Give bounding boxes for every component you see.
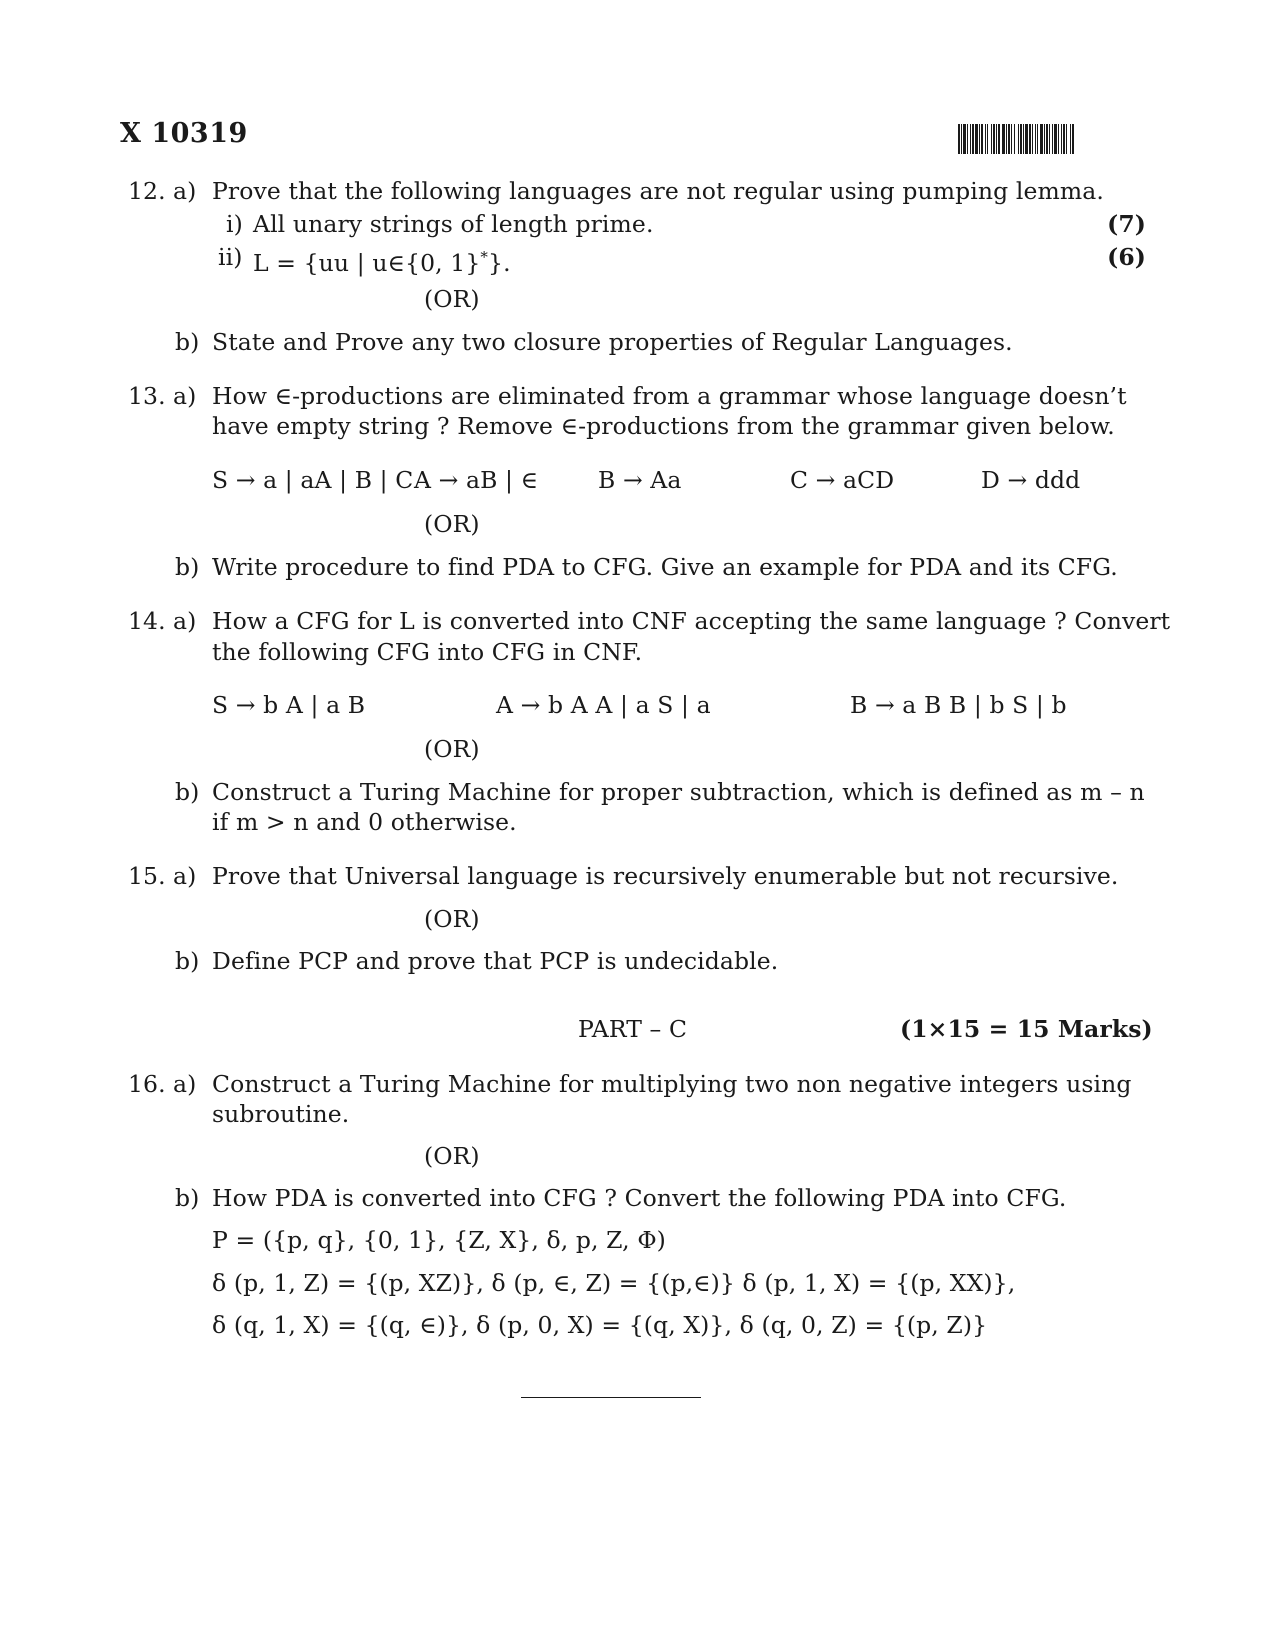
barcode-bar: [1025, 124, 1028, 154]
question-text: How ∈-productions are eliminated from a grammar whose language doesn’t: [212, 382, 1127, 410]
barcode-bar: [1061, 124, 1062, 154]
barcode-bar: [1052, 124, 1053, 154]
barcode-bar: [1058, 124, 1059, 154]
question-text: How a CFG for L is converted into CNF accepting the same language ? Convert: [212, 607, 1171, 635]
barcode-bar: [1029, 124, 1031, 154]
grammar-rule: A → b A A | a S | a: [496, 691, 711, 719]
pda-transitions: δ (q, 1, X) = {(q, ∈)}, δ (p, 0, X) = {(q, X)}, δ (q, 0, Z) = {(p, Z)}: [212, 1311, 988, 1339]
barcode-bar: [1066, 124, 1067, 154]
or-separator: (OR): [424, 1142, 480, 1170]
barcode-bar: [1063, 124, 1065, 154]
or-separator: (OR): [424, 285, 480, 313]
kleene-star: *: [480, 248, 489, 266]
grammar-rule: D → ddd: [981, 466, 1081, 494]
barcode-bar: [970, 124, 971, 154]
question-number: 16.: [128, 1070, 166, 1098]
question-text: Define PCP and prove that PCP is undecidable.: [212, 947, 779, 975]
part-label: b): [175, 947, 200, 975]
question-text: if m > n and 0 otherwise.: [212, 808, 517, 836]
question-text: How PDA is converted into CFG ? Convert the following PDA into CFG.: [212, 1184, 1067, 1212]
part-label: b): [175, 778, 200, 806]
sub-part-label: ii): [218, 243, 243, 271]
question-text: Prove that the following languages are not regular using pumping lemma.: [212, 177, 1104, 205]
barcode-bar: [972, 124, 974, 154]
question-text: State and Prove any two closure properties of Regular Languages.: [212, 328, 1013, 356]
part-label: b): [175, 328, 200, 356]
part-label: a): [173, 177, 197, 205]
part-label: b): [175, 1184, 200, 1212]
barcode-bar: [1040, 124, 1043, 154]
barcode-bar: [1046, 124, 1048, 154]
barcode-bar: [967, 124, 968, 154]
sub-part-text: All unary strings of length prime.: [253, 210, 654, 238]
question-text: the following CFG into CFG in CNF.: [212, 638, 643, 666]
sub-part-label: i): [226, 210, 243, 238]
barcode-bar: [1018, 124, 1019, 154]
part-label: a): [173, 1070, 197, 1098]
or-separator: (OR): [424, 905, 480, 933]
question-text: Construct a Turing Machine for multiplying two non negative integers using: [212, 1070, 1132, 1098]
barcode-bar: [1072, 124, 1074, 154]
end-rule: [521, 1397, 701, 1398]
barcode-bar: [987, 124, 988, 154]
question-text: Prove that Universal language is recursively enumerable but not recursive.: [212, 862, 1119, 890]
or-separator: (OR): [424, 510, 480, 538]
barcode: [958, 124, 1146, 154]
barcode-bar: [993, 124, 995, 154]
question-text: subroutine.: [212, 1100, 350, 1128]
part-label: a): [173, 607, 197, 635]
barcode-bar: [1049, 124, 1050, 154]
grammar-rule: A → aB | ∈: [414, 466, 539, 494]
barcode-bar: [1070, 124, 1071, 154]
barcode-bar: [1023, 124, 1024, 154]
question-number: 12.: [128, 177, 166, 205]
marks: (6): [1107, 243, 1146, 271]
question-number: 14.: [128, 607, 166, 635]
barcode-bar: [985, 124, 986, 154]
barcode-bar: [998, 124, 1000, 154]
pda-definition: P = ({p, q}, {0, 1}, {Z, X}, δ, p, Z, Φ): [212, 1226, 666, 1254]
barcode-bar: [975, 124, 978, 154]
question-text: Write procedure to find PDA to CFG. Give an example for PDA and its CFG.: [212, 553, 1118, 581]
language-definition: L = {uu | u∈{0, 1}: [253, 248, 481, 277]
barcode-bar: [1006, 124, 1007, 154]
question-number: 15.: [128, 862, 166, 890]
marks: (7): [1107, 210, 1146, 238]
section-marks: (1×15 = 15 Marks): [900, 1015, 1153, 1043]
grammar-rule: S → b A | a B: [212, 691, 366, 719]
or-separator: (OR): [424, 735, 480, 763]
language-definition-end: }.: [488, 248, 511, 277]
exam-code: X 10319: [120, 118, 248, 149]
section-title: PART – C: [578, 1015, 688, 1043]
barcode-bar: [1032, 124, 1033, 154]
barcode-bar: [963, 124, 966, 154]
pda-transitions: δ (p, 1, Z) = {(p, XZ)}, δ (p, ∈, Z) = {(p,∈)} δ (p, 1, X) = {(p, XX)},: [212, 1269, 1016, 1297]
barcode-bar: [961, 124, 962, 154]
barcode-bar: [1014, 124, 1015, 154]
barcode-bar: [1044, 124, 1045, 154]
question-number: 13.: [128, 382, 166, 410]
barcode-bar: [991, 124, 992, 154]
question-text: Construct a Turing Machine for proper subtraction, which is defined as m – n: [212, 778, 1145, 806]
barcode-bar: [958, 124, 960, 154]
grammar-rule: C → aCD: [790, 466, 895, 494]
barcode-bar: [1011, 124, 1012, 154]
barcode-bar: [981, 124, 983, 154]
barcode-bar: [1037, 124, 1038, 154]
barcode-bar: [979, 124, 980, 154]
barcode-bar: [1002, 124, 1005, 154]
barcode-bar: [996, 124, 997, 154]
question-text: have empty string ? Remove ∈-productions from the grammar given below.: [212, 412, 1115, 440]
part-label: a): [173, 382, 197, 410]
sub-part-text: [253, 242, 511, 278]
grammar-rule: S → a | aA | B | C: [212, 466, 414, 494]
part-label: a): [173, 862, 197, 890]
part-label: b): [175, 553, 200, 581]
grammar-rule: B → Aa: [598, 466, 682, 494]
barcode-bar: [1054, 124, 1057, 154]
barcode-bar: [1020, 124, 1022, 154]
barcode-bar: [1008, 124, 1010, 154]
barcode-bar: [1035, 124, 1036, 154]
grammar-rule: B → a B B | b S | b: [850, 691, 1067, 719]
